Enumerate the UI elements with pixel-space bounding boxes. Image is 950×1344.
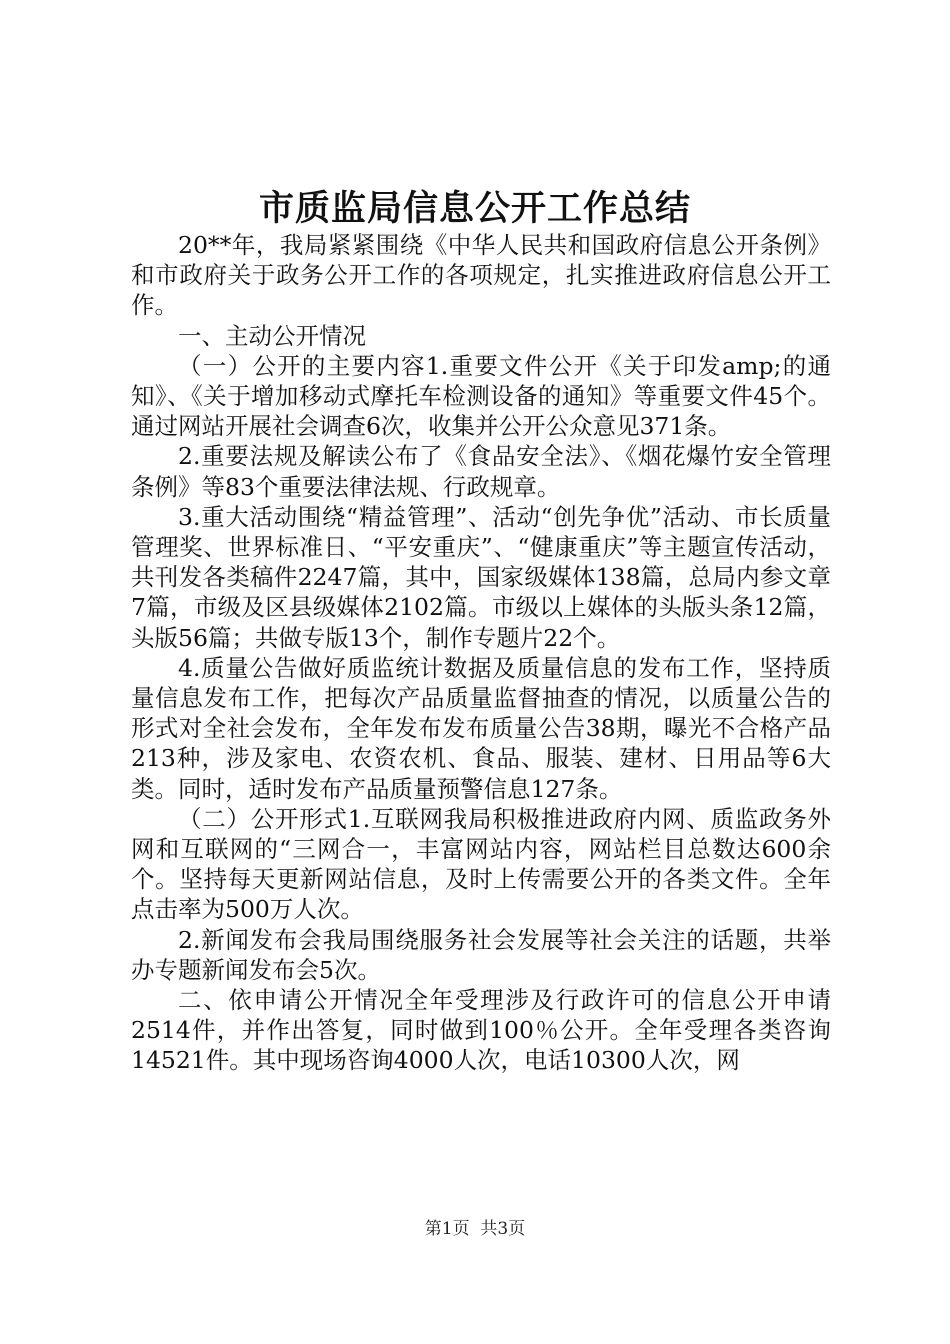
page-number: 第1页 — [424, 1219, 470, 1239]
page-footer — [0, 1218, 950, 1240]
paragraph-regulations: 2.重要法规及解读公布了《食品安全法》、《烟花爆竹安全管理条例》等83个重要法律法规、行政规章。 — [131, 442, 831, 501]
paragraph-major-activities: 3.重大活动围绕“精益管理”、活动“创先争优”活动、市长质量管理奖、世界标准日、“平安重庆”、“健康重庆”等主题宣传活动，共刊发各类稿件2247篇，其中，国家级媒体138篇，总局内参文章7篇，市级及区县级媒体2102篇。市级以上媒体的头版头条12篇，头版56篇；共做专版13个，制作专题片22个。 — [131, 502, 831, 652]
footer-spacer — [470, 1219, 481, 1239]
document-body — [131, 230, 831, 1076]
section-heading-active-disclosure: 一、主动公开情况 — [178, 321, 366, 350]
page-total: 共3页 — [480, 1219, 526, 1239]
paragraph-disclosure-forms: （二）公开形式1.互联网我局积极推进政府内网、质监政务外网和互联网的“三网合一，丰富网站内容，网站栏目总数达600余个。坚持每天更新网站信息，及时上传需要公开的各类文件。全年点击率为500万人次。 — [131, 804, 831, 924]
paragraph-main-content: （一）公开的主要内容1.重要文件公开《关于印发amp;的通知》、《关于增加移动式摩托车检测设备的通知》等重要文件45个。通过网站开展社会调查6次，收集并公开公众意见371条。 — [131, 351, 831, 441]
paragraph-application-disclosure: 二、依申请公开情况全年受理涉及行政许可的信息公开申请2514件，并作出答复，同时做到100％公开。全年受理各类咨询14521件。其中现场咨询4000人次，电话10300人次，网 — [131, 986, 831, 1075]
paragraph-intro: 20**年，我局紧紧围绕《中华人民共和国政府信息公开条例》和市政府关于政务公开工作的各项规定，扎实推进政府信息公开工作。 — [131, 231, 831, 320]
document-title: 市质监局信息公开工作总结 — [258, 188, 691, 229]
paragraph-quality-announcements: 4.质量公告做好质监统计数据及质量信息的发布工作，坚持质量信息发布工作，把每次产品质量监督抽查的情况，以质量公告的形式对全社会发布，全年发布发布质量公告38期，曝光不合格产品213种，涉及家电、农资农机、食品、服装、建材、日用品等6大类。同时，适时发布产品质量预警信息127条。 — [131, 653, 831, 803]
paragraph-press-conferences: 2.新闻发布会我局围绕服务社会发展等社会关注的话题，共举办专题新闻发布会5次。 — [131, 925, 831, 984]
